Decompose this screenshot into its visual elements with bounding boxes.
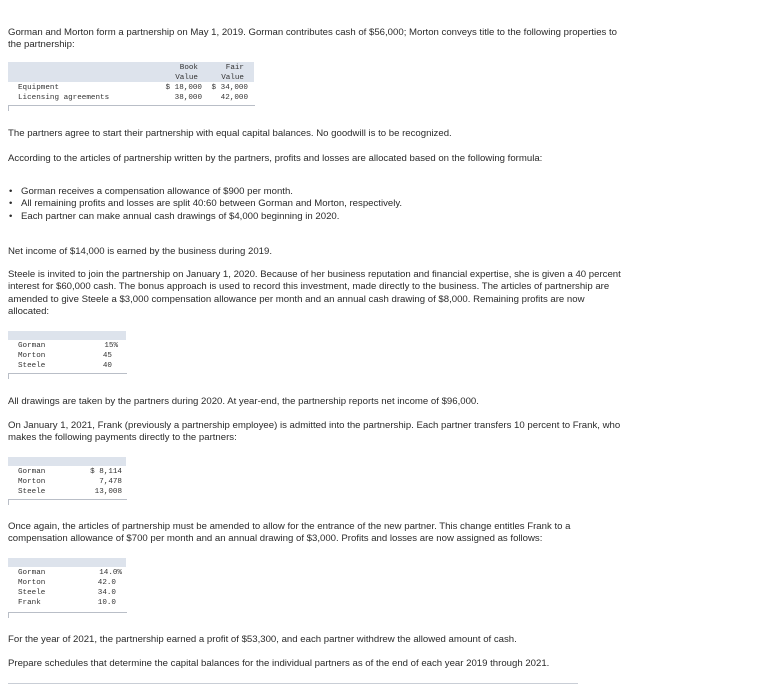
row-label-morton: Morton xyxy=(18,352,46,360)
steele-share: 34.0 xyxy=(97,589,116,597)
drawings-paragraph: All drawings are taken by the partners during 2020. At year-end, the partnership reports net income of $96,000. xyxy=(8,396,479,407)
book-value-header-1: Book xyxy=(179,64,198,72)
morton-share: 45 xyxy=(102,352,112,360)
table-bottom-rule xyxy=(8,499,127,505)
table-header-band xyxy=(8,331,126,340)
morton-payment: 7,478 xyxy=(99,478,122,486)
row-label-morton: Morton xyxy=(18,579,46,587)
book-value-header-2: Value xyxy=(175,74,198,82)
row-label-equipment: Equipment xyxy=(18,84,60,92)
row-label-gorman: Gorman xyxy=(18,569,46,577)
steele-share: 40 xyxy=(102,362,112,370)
properties-table xyxy=(8,62,254,110)
row-label-steele: Steele xyxy=(18,589,46,597)
gorman-payment: $ 8,114 xyxy=(90,468,122,476)
table-header-band xyxy=(8,558,126,567)
intro-paragraph: Gorman and Morton form a partnership on May 1, 2019. Gorman contributes cash of $56,000; Morton conveys title to the following properties to the partnership: xyxy=(8,27,617,51)
row-label-morton: Morton xyxy=(18,478,46,486)
morton-share: 42.0 xyxy=(97,579,116,587)
licensing-book-value: 38,000 xyxy=(174,94,202,102)
table-header-band xyxy=(8,457,126,466)
amend-paragraph: Once again, the articles of partnership must be amended to allow for the entrance of the new partner. This change entitles Frank to a compensation allowance of $700 per month and an annual drawing of $3,000. Profits and losses are now assigned as follows: xyxy=(8,521,571,545)
net-income-2019-paragraph: Net income of $14,000 is earned by the business during 2019. xyxy=(8,246,273,257)
frank-share: 10.0 xyxy=(97,599,116,607)
row-label-steele: Steele xyxy=(18,362,46,370)
bullet-icon: • xyxy=(9,198,13,210)
allocation-2020-table xyxy=(8,331,126,379)
licensing-fair-value: 42,000 xyxy=(220,94,248,102)
row-label-steele: Steele xyxy=(18,488,46,496)
bullet-icon: • xyxy=(9,186,13,197)
table-bottom-rule xyxy=(8,612,127,618)
table-bottom-rule xyxy=(8,105,255,111)
equal-balances-paragraph: The partners agree to start their partnership with equal capital balances. No goodwill is to be recognized. xyxy=(8,128,452,139)
fair-value-header-2: Value xyxy=(221,74,244,82)
table-bottom-rule xyxy=(8,373,127,379)
frank-paragraph: On January 1, 2021, Frank (previously a partnership employee) is admitted into the partnership. Each partner transfers 10 percent to Frank, who makes the following payments directly to the partners: xyxy=(8,420,621,444)
allocation-list xyxy=(8,186,402,223)
gorman-share: 14.0% xyxy=(99,569,122,577)
equipment-fair-value: $ 34,000 xyxy=(211,84,248,92)
row-label-licensing: Licensing agreements xyxy=(18,94,110,102)
allocation-2021-table xyxy=(8,558,126,618)
profit-2021-paragraph: For the year of 2021, the partnership earned a profit of $53,300, and each partner withdrew the allowed amount of cash. xyxy=(8,634,517,645)
steele-paragraph: Steele is invited to join the partnership on January 1, 2020. Because of her business reputation and financial expertise, she is given a 40 percent interest for $60,000 cash. The bonus approach is used to record this investment, made directly to the business. The articles of partnership are amended to give Steele a $3,000 compensation allowance per month and an annual cash drawing of $8,000. Remaining profits are now allocated: xyxy=(8,269,621,318)
fair-value-header-1: Fair xyxy=(225,64,244,72)
frank-payments-table xyxy=(8,457,126,505)
list-item: • Each partner can make annual cash drawings of $4,000 beginning in 2020. xyxy=(9,210,340,222)
row-label-frank: Frank xyxy=(18,599,41,607)
list-item: • Gorman receives a compensation allowance of $900 per month. xyxy=(9,186,293,197)
articles-paragraph: According to the articles of partnership written by the partners, profits and losses are allocated based on the following formula: xyxy=(8,153,543,164)
row-label-gorman: Gorman xyxy=(18,342,46,350)
prepare-paragraph: Prepare schedules that determine the capital balances for the individual partners as of the end of each year 2019 through 2021. xyxy=(8,658,550,669)
list-item: • All remaining profits and losses are split 40:60 between Gorman and Morton, respectively. xyxy=(9,198,403,210)
gorman-share: 15% xyxy=(104,342,118,350)
bullet-icon: • xyxy=(9,210,13,222)
bottom-divider xyxy=(8,683,578,684)
steele-payment: 13,008 xyxy=(94,488,122,496)
equipment-book-value: $ 18,000 xyxy=(165,84,202,92)
row-label-gorman: Gorman xyxy=(18,468,46,476)
